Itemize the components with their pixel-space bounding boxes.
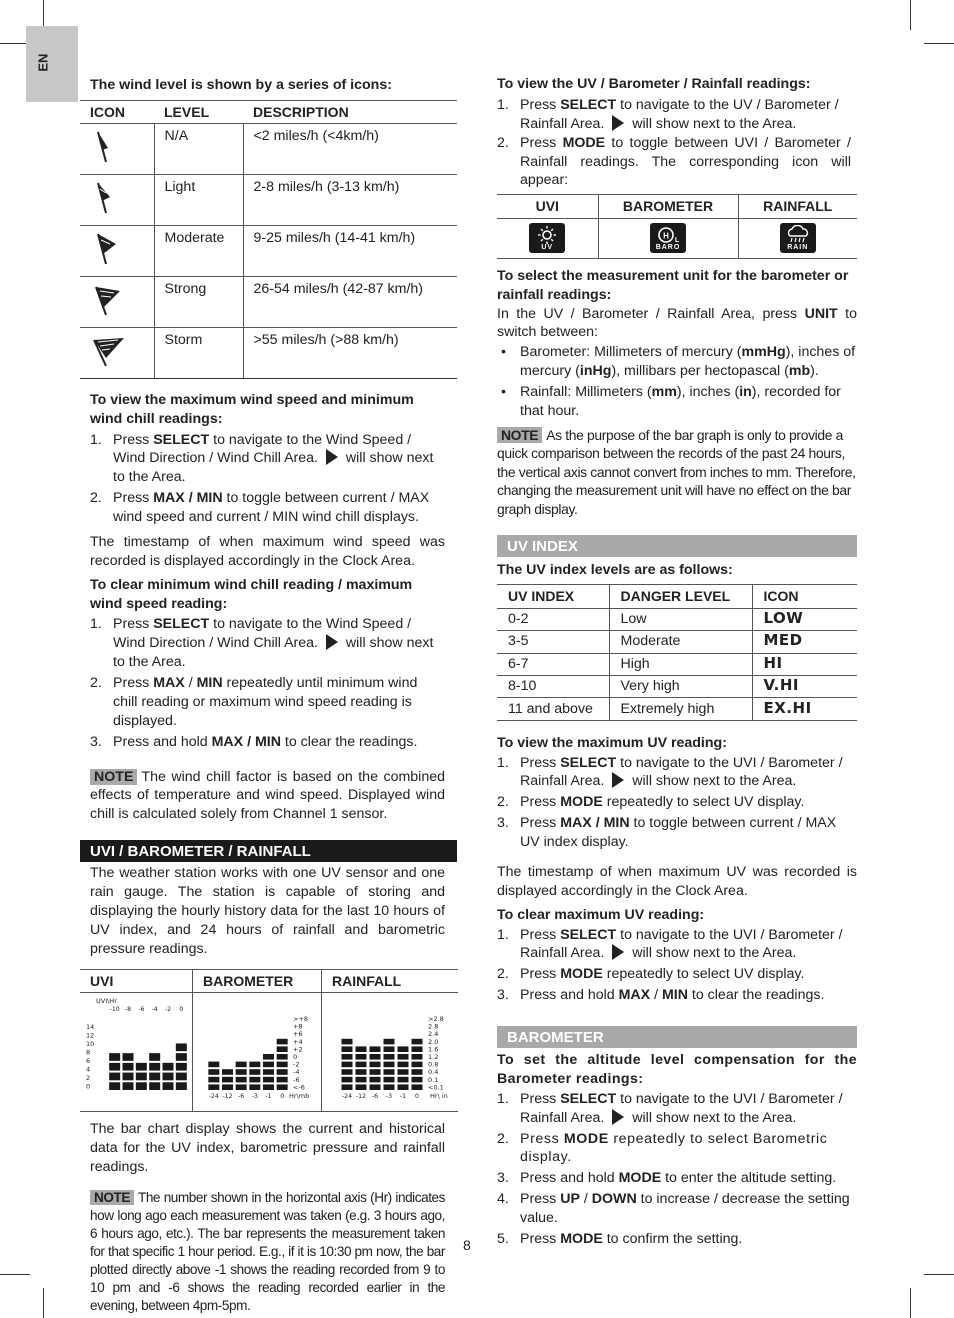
table-row: 6-7 High HI [497,653,857,675]
wind-flag-na-icon [86,128,126,164]
note-badge: NOTE [90,769,137,785]
chart-bar-segment [249,1077,260,1083]
table-row: 3-5 Moderate MED [497,631,857,653]
chart-bar-segment [356,1085,367,1091]
chart-bar-segment [370,1085,381,1091]
chart-bar-segment [123,1053,134,1061]
mode-header-rainfall: RAINFALL [738,195,857,219]
chart-bar-segment [412,1077,423,1083]
crop-mark [0,1274,30,1275]
chart-bar-segment [412,1069,423,1075]
chart-x-tick-label: 0 [179,1006,184,1014]
chart-bar-segment [123,1073,134,1081]
table-row [80,175,457,226]
list-item: 3. Press and hold MODE to enter the altitude setting. [497,1170,837,1187]
chart-bar-segment [236,1062,247,1068]
rainfall-history-chart [326,997,454,1101]
chart-bar-segment [163,1073,174,1081]
chart-bar-segment [249,1069,260,1075]
chart-x-tick-label: -24 [208,1093,219,1101]
horizontal-axis-note: NOTE The number shown in the horizontal axis (Hr) indicates how long ago each measurement was taken (e.g. 3 hours ago, 6 hours ago, etc.). The bar represents the measurement taken for that specific 1 hour period. E.g., if it is 10:30 pm now, the bar plotted directly above -1 shows the reading recorded from 9 to 10 pm and -6 shows the reading recorded earlier in the evening, between 4pm-5pm. [90,1189,445,1314]
chart-bar-segment [136,1073,147,1081]
chart-bar-segment [109,1083,120,1091]
chart-bar-segment [398,1062,409,1068]
uv-med-icon: MED [763,631,803,650]
wind-description-cell: 2-8 miles/h (3-13 km/h) [243,175,457,226]
arrow-pointer-icon [326,634,338,650]
barometer-history-chart [197,997,317,1101]
wind-description-cell: >55 miles/h (>88 km/h) [243,327,457,378]
list-item: 1. Press SELECT to navigate to the UVI / Barometer / Rainfall Area. will show next to the Area. [497,926,843,962]
chart-bar-segment [370,1047,381,1053]
chart-unit-label: Hr\mb [289,1092,310,1101]
chart-bar-segment [398,1085,409,1091]
uv-vhi-icon: V.HI [763,676,800,695]
svg-text:H: H [663,231,669,241]
table-row [80,327,457,378]
chart-header-rainfall: RAINFALL [322,969,459,993]
chart-bar-segment [370,1077,381,1083]
left-column [80,76,457,1315]
chart-y-tick-label: 0.8 [428,1060,439,1069]
chart-y-tick-label: 14 [86,1023,95,1032]
chart-bar-segment [384,1069,395,1075]
max-uv-timestamp: The timestamp of when maximum UV was recorded is displayed accordingly in the Clock Area. [497,863,857,899]
uv-view-heading: To view the UV / Barometer / Rainfall readings: [497,76,811,92]
chart-bar-segment [342,1054,353,1060]
list-item: 2. Press MODE to toggle between UVI / Barometer / Rainfall readings. The corresponding icon will appear: [497,134,851,189]
list-item: 2. Press MODE repeatedly to select UV display. [497,794,805,811]
list-item: 3. Press and hold MAX / MIN to clear the readings. [497,987,825,1004]
chart-bar-segment [342,1047,353,1053]
chart-y-tick-label: 2 [86,1074,91,1083]
chart-bar-segment [398,1054,409,1060]
chart-x-tick-label: -12 [222,1093,233,1101]
uv-low-icon: LOW [763,609,804,628]
chart-bar-segment [412,1062,423,1068]
chart-bar-segment [370,1054,381,1060]
bar-chart-description: The bar chart display shows the current and historical data for the UV index, barometric pressure and rainfall readings. [90,1121,445,1175]
table-row: 0-2 Low LOW [497,608,857,630]
chart-bar-segment [149,1073,160,1081]
chart-x-tick-label: 0 [280,1093,285,1101]
note-badge: NOTE [90,1190,134,1205]
wind-level-cell: N/A [154,124,243,175]
page-number: 8 [463,1237,471,1253]
chart-unit-label: Hr\ in [430,1092,448,1101]
chart-bar-segment [109,1073,120,1081]
wind-description-cell: 26-54 miles/h (42-87 km/h) [243,277,457,328]
max-wind-section [80,391,457,824]
chart-bar-segment [384,1039,395,1045]
uv-hi-icon: HI [763,653,783,672]
chart-bar-segment [163,1063,174,1071]
list-item: 2. Press MODE repeatedly to select UV display. [497,966,805,983]
wind-chill-note: NOTE The wind chill factor is based on the combined effects of temperature and wind speed. Displayed wind chill is calculated solely from Channel 1 sensor. [90,768,445,823]
list-item: 5. Press MODE to confirm the setting. [497,1230,743,1247]
clear-wind-heading: To clear minimum wind chill reading / maximum wind speed reading: [90,576,413,612]
chart-bar-segment [398,1069,409,1075]
chart-bar-segment [263,1069,274,1075]
chart-bar-segment [277,1039,288,1045]
unit-intro: In the UV / Barometer / Rainfall Area, press UNIT to switch between: [497,305,857,341]
chart-bar-segment [109,1063,120,1071]
chart-y-tick-label: 12 [86,1031,95,1040]
note-badge: NOTE [497,427,542,443]
chart-bar-segment [342,1085,353,1091]
list-item: 2. Press MAX / MIN repeatedly until minimum wind chill reading or maximum wind speed reading is displayed. [90,675,418,729]
crop-mark [924,43,954,44]
chart-bar-segment [176,1063,187,1071]
chart-y-tick-label: 8 [86,1048,91,1057]
chart-bar-segment [412,1047,423,1053]
chart-y-tick-label: 0 [86,1082,91,1091]
chart-bar-segment [236,1069,247,1075]
list-item: 4. Press UP / DOWN to increase / decrease the setting value. [497,1191,850,1227]
table-row [80,277,457,328]
chart-y-tick-label: +4 [293,1038,303,1047]
uvi-barometer-rainfall-heading: UVI / BAROMETER / RAINFALL [80,840,457,862]
chart-y-tick-label: 4 [86,1065,91,1074]
arrow-pointer-icon [326,449,338,465]
chart-bar-segment [222,1085,233,1091]
chart-bar-segment [236,1077,247,1083]
chart-bar-segment [249,1085,260,1091]
wind-header-level: LEVEL [154,100,243,124]
chart-y-tick-label: 1.6 [428,1045,439,1054]
uv-sun-icon: UV [529,223,565,253]
barometer-heading: BAROMETER [497,1026,857,1048]
chart-bar-segment [277,1085,288,1091]
uv-exhi-icon: EX.HI [763,698,812,717]
chart-bar-segment [136,1063,147,1071]
altitude-heading: To set the altitude level compensation for the Barometer readings: [497,1052,857,1087]
history-charts-table [80,969,458,1112]
wind-header-description: DESCRIPTION [243,100,457,124]
uv-index-intro: The UV index levels are as follows: [497,562,733,579]
chart-bar-segment [277,1062,288,1068]
chart-y-tick-label: -2 [293,1060,300,1069]
chart-x-tick-label: -10 [109,1006,120,1014]
clear-uv-heading: To clear maximum UV reading: [497,906,705,923]
chart-bar-segment [123,1083,134,1091]
chart-bar-segment [384,1085,395,1091]
chart-y-tick-label: +6 [293,1030,303,1039]
wind-intro: The wind level is shown by a series of icons: [90,77,392,93]
uvi-history-chart [84,997,188,1101]
chart-bar-segment [263,1062,274,1068]
chart-x-tick-label: -3 [385,1093,393,1101]
wind-flag-moderate-icon [86,230,126,266]
mode-icons-table [497,194,857,259]
list-item: 3. Press and hold MAX / MIN to clear the readings. [90,733,418,750]
chart-y-tick-label: <-6 [293,1083,305,1092]
uv-header-icon: ICON [752,585,857,609]
mode-header-barometer: BAROMETER [598,195,738,219]
chart-bar-segment [398,1047,409,1053]
chart-x-tick-label: -6 [238,1093,245,1101]
uv-header-index: UV INDEX [497,585,609,609]
chart-bar-segment [384,1047,395,1053]
chart-bar-segment [149,1063,160,1071]
list-item: 1. Press SELECT to navigate to the Wind Speed / Wind Direction / Wind Chill Area. will show next to the Area. [90,431,434,486]
chart-bar-segment [263,1077,274,1083]
chart-bar-segment [412,1054,423,1060]
wind-flag-light-icon [86,179,126,215]
chart-bar-segment [208,1077,219,1083]
chart-y-tick-label: +2 [293,1045,303,1054]
chart-y-tick-label: -4 [293,1068,300,1077]
chart-y-tick-label: 1.2 [428,1053,439,1062]
chart-bar-segment [249,1062,260,1068]
wind-flag-storm-icon [86,332,126,368]
wind-level-cell: Storm [154,327,243,378]
crop-mark [910,0,911,30]
chart-y-tick-label: 2.8 [428,1022,439,1031]
chart-bar-segment [412,1085,423,1091]
uvibr-intro: The weather station works with one UV sensor and one rain gauge. The station is capable of storing and displaying the hourly history data for the last 10 hours of UV index, and 24 hours of rainfall and barometric pressure readings. [90,865,445,957]
wind-level-cell: Strong [154,277,243,328]
chart-unit-label: UVI\Hr [96,997,117,1006]
chart-y-tick-label: 0.1 [428,1076,439,1085]
table-row: 8-10 Very high V.HI [497,675,857,697]
chart-x-tick-label: 0 [415,1093,419,1101]
wind-level-cell: Light [154,175,243,226]
wind-header-icon: ICON [80,100,154,124]
chart-header-uvi: UVI [80,969,193,993]
list-item: 2. Press MODE repeatedly to select Barometric display. [497,1130,828,1166]
uv-index-table [497,584,857,721]
language-tab [26,26,78,102]
chart-x-tick-label: -6 [138,1006,145,1014]
chart-y-tick-label: 0.4 [428,1068,439,1077]
arrow-pointer-icon [612,944,624,960]
table-row [80,226,457,277]
chart-bar-segment [370,1062,381,1068]
chart-bar-segment [163,1083,174,1091]
chart-bar-segment [208,1062,219,1068]
list-item: • Rainfall: Millimeters (mm), inches (in), recorded for that hour. [497,383,857,421]
crop-mark [43,1288,44,1318]
list-item: 1. Press SELECT to navigate to the UVI / Barometer / Rainfall Area. will show next to the Area. [497,1090,843,1126]
mode-header-uvi: UVI [497,195,598,219]
chart-bar-segment [342,1077,353,1083]
arrow-pointer-icon [612,1109,624,1125]
chart-bar-segment [236,1085,247,1091]
chart-bar-segment [109,1053,120,1061]
chart-x-tick-label: -3 [251,1093,258,1101]
chart-x-tick-label: -4 [151,1006,158,1014]
chart-bar-segment [277,1047,288,1053]
chart-bar-segment [342,1069,353,1075]
chart-bar-segment [176,1083,187,1091]
chart-x-tick-label: -6 [371,1093,379,1101]
table-row [80,124,457,175]
chart-bar-segment [277,1077,288,1083]
chart-bar-segment [263,1085,274,1091]
svg-text:L: L [674,237,680,245]
chart-y-tick-label: 2.4 [428,1030,439,1039]
arrow-pointer-icon [612,772,624,788]
wind-level-table [80,100,457,379]
list-item: 1. Press SELECT to navigate to the UV / Barometer / Rainfall Area. will show next to the Area. [497,96,839,132]
chart-y-tick-label: 0 [293,1053,298,1062]
uv-header-danger: DANGER LEVEL [609,585,752,609]
chart-bar-segment [149,1083,160,1091]
wind-level-cell: Moderate [154,226,243,277]
chart-bar-segment [412,1039,423,1045]
wind-flag-strong-icon [86,281,126,317]
uv-index-heading: UV INDEX [497,535,857,557]
chart-bar-segment [384,1062,395,1068]
chart-bar-segment [263,1054,274,1060]
chart-y-tick-label: 6 [86,1057,91,1066]
chart-bar-segment [356,1054,367,1060]
chart-y-tick-label: <0.1 [428,1083,444,1092]
chart-y-tick-label: 10 [86,1040,95,1049]
chart-y-tick-label: >+8 [293,1015,309,1024]
chart-bar-segment [356,1069,367,1075]
chart-bar-segment [356,1047,367,1053]
list-item: 2. Press MAX / MIN to toggle between current / MAX wind speed and current / MIN wind chill displays. [90,490,430,526]
max-wind-heading: To view the maximum wind speed and minimum wind chill readings: [90,391,414,427]
chart-bar-segment [384,1077,395,1083]
table-row: 11 and above Extremely high EX.HI [497,698,857,720]
chart-bar-segment [176,1044,187,1052]
chart-y-tick-label: >2.8 [428,1015,444,1024]
wind-description-cell: 9-25 miles/h (14-41 km/h) [243,226,457,277]
chart-bar-segment [222,1077,233,1083]
chart-x-tick-label: -2 [164,1006,172,1014]
chart-bar-segment [356,1077,367,1083]
chart-y-tick-label: +8 [293,1022,303,1031]
list-item: 3. Press MAX / MIN to toggle between current / MAX UV index display. [497,815,837,851]
chart-x-tick-label: -8 [124,1006,132,1014]
language-label: EN [35,53,51,72]
wind-description-cell: <2 miles/h (<4km/h) [243,124,457,175]
bar-graph-note: NOTE As the purpose of the bar graph is only to provide a quick comparison between the records of the past 24 hours, the vertical axis cannot convert from inches to mm. Therefore, changing the measurement unit will have no effect on the bar graph display. [497,426,856,517]
chart-bar-segment [370,1069,381,1075]
chart-y-tick-label: -6 [293,1076,300,1085]
chart-x-tick-label: -1 [265,1093,272,1101]
chart-bar-segment [356,1062,367,1068]
chart-x-tick-label: -12 [355,1093,367,1101]
right-column [497,75,857,1249]
list-item: 1. Press SELECT to navigate to the UVI / Barometer / Rainfall Area. will show next to the Area. [497,754,843,790]
chart-x-tick-label: -1 [399,1093,407,1101]
chart-bar-segment [398,1077,409,1083]
chart-bar-segment [123,1063,134,1071]
list-item: 1. Press SELECT to navigate to the Wind Speed / Wind Direction / Wind Chill Area. will show next to the Area. [90,616,434,671]
arrow-pointer-icon [612,115,624,131]
chart-x-tick-label: -24 [341,1093,353,1101]
crop-mark [924,1274,954,1275]
chart-bar-segment [176,1053,187,1061]
chart-bar-segment [342,1039,353,1045]
chart-bar-segment [208,1085,219,1091]
chart-bar-segment [277,1069,288,1075]
chart-bar-segment [136,1083,147,1091]
chart-bar-segment [222,1069,233,1075]
barometer-gauge-icon: H L BARO [650,223,686,253]
chart-bar-segment [176,1073,187,1081]
chart-bar-segment [277,1054,288,1060]
unit-heading: To select the measurement unit for the barometer or rainfall readings: [497,267,849,303]
chart-bar-segment [342,1062,353,1068]
max-uv-heading: To view the maximum UV reading: [497,734,727,751]
chart-bar-segment [384,1054,395,1060]
crop-mark [910,1288,911,1318]
chart-header-barometer: BAROMETER [193,969,322,993]
list-item: • Barometer: Millimeters of mercury (mmHg), inches of mercury (inHg), millibars per hectopascal (mb). [497,343,857,381]
rain-cloud-icon: RAIN [780,223,816,253]
chart-y-tick-label: 2.0 [428,1038,439,1047]
chart-bar-segment [208,1069,219,1075]
max-wind-timestamp: The timestamp of when maximum wind speed was recorded is displayed accordingly in the Clock Area. [90,533,445,569]
chart-bar-segment [149,1053,160,1061]
